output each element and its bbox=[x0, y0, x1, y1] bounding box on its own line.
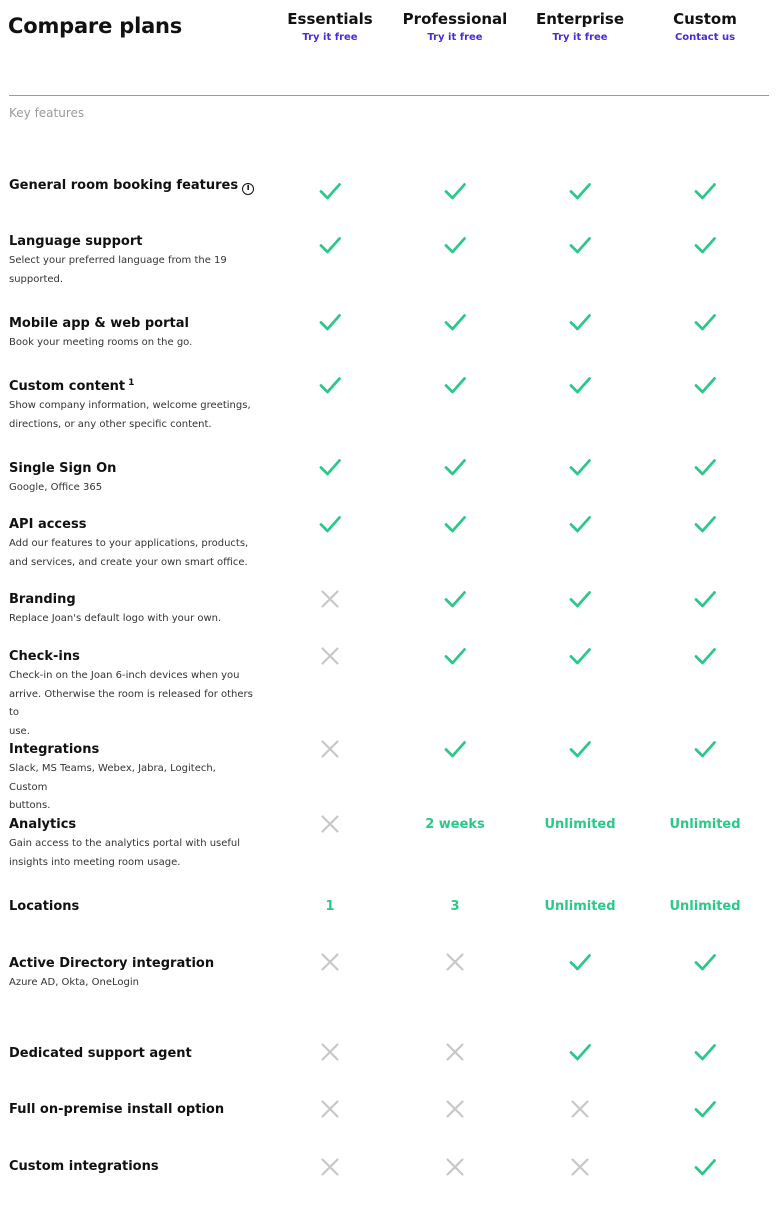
check-icon bbox=[270, 512, 390, 536]
check-icon bbox=[520, 233, 640, 257]
feature-title bbox=[9, 178, 254, 194]
feature-title bbox=[9, 379, 134, 395]
feature-description bbox=[9, 334, 254, 353]
plan-value: Unlimited bbox=[544, 899, 616, 914]
feature-title-text: Active Directory integration bbox=[9, 956, 215, 971]
check-icon bbox=[395, 455, 515, 479]
cross-icon bbox=[270, 1040, 390, 1064]
check-icon bbox=[395, 737, 515, 761]
check-icon bbox=[520, 950, 640, 974]
feature-description bbox=[9, 760, 254, 816]
feature-description-line: Show company information, welcome greetings, bbox=[9, 400, 251, 411]
check-icon bbox=[395, 512, 515, 536]
check-icon bbox=[270, 179, 390, 203]
check-icon bbox=[520, 737, 640, 761]
plan-name: Enterprise bbox=[535, 10, 625, 28]
check-icon bbox=[520, 587, 640, 611]
feature-title-text: Mobile app & web portal bbox=[9, 316, 189, 331]
feature-description-line: Check-in on the Joan 6-inch devices when you bbox=[9, 670, 240, 681]
check-icon bbox=[645, 512, 765, 536]
check-icon bbox=[645, 737, 765, 761]
cross-icon bbox=[270, 1155, 390, 1179]
feature-description-line: arrive. Otherwise the room is released for others to bbox=[9, 688, 253, 718]
feature-title-text: Full on-premise install option bbox=[9, 1102, 225, 1117]
check-icon bbox=[520, 455, 640, 479]
feature-title bbox=[9, 461, 116, 477]
header-divider bbox=[9, 95, 769, 96]
plan-value: Unlimited bbox=[669, 817, 741, 832]
check-icon bbox=[520, 512, 640, 536]
feature-title-text: Integrations bbox=[9, 742, 100, 757]
plan-cta-link[interactable]: Try it free bbox=[427, 32, 483, 43]
check-icon bbox=[395, 587, 515, 611]
check-icon bbox=[645, 1097, 765, 1121]
feature-description-line: directions, or any other specific content. bbox=[9, 418, 212, 430]
check-icon bbox=[270, 310, 390, 334]
plan-name: Custom bbox=[673, 10, 737, 28]
feature-description-line: Azure AD, Okta, OneLogin bbox=[9, 977, 139, 988]
feature-title-text: Custom content bbox=[9, 379, 126, 394]
feature-description bbox=[9, 252, 254, 289]
check-icon bbox=[395, 373, 515, 397]
info-icon[interactable]: i bbox=[242, 183, 254, 195]
feature-description-line: Select your preferred language from the 19 bbox=[9, 255, 227, 266]
feature-title-text: Dedicated support agent bbox=[9, 1046, 192, 1061]
check-icon bbox=[395, 644, 515, 668]
feature-title-text: Single Sign On bbox=[9, 461, 117, 476]
feature-title bbox=[9, 1046, 192, 1062]
feature-title-text: API access bbox=[9, 517, 87, 532]
feature-description-line: Book your meeting rooms on the go. bbox=[9, 337, 193, 348]
plan-value: Unlimited bbox=[669, 899, 741, 914]
feature-description bbox=[9, 397, 254, 434]
feature-title-text: General room booking features bbox=[9, 178, 239, 193]
feature-description-line: Replace Joan's default logo with your own. bbox=[9, 613, 222, 624]
feature-description-line: buttons. bbox=[9, 800, 51, 811]
feature-description bbox=[9, 974, 254, 993]
cross-icon bbox=[270, 1097, 390, 1121]
feature-description-line: use. bbox=[9, 725, 30, 737]
section-label: Key features bbox=[9, 106, 85, 120]
check-icon bbox=[520, 373, 640, 397]
cross-icon bbox=[520, 1155, 640, 1179]
feature-description bbox=[9, 610, 254, 629]
feature-title bbox=[9, 817, 76, 833]
cross-icon bbox=[395, 1097, 515, 1121]
check-icon bbox=[645, 179, 765, 203]
check-icon bbox=[520, 310, 640, 334]
plan-value: Unlimited bbox=[544, 817, 616, 832]
feature-title-text: Analytics bbox=[9, 817, 77, 832]
plan-cta-link[interactable]: Try it free bbox=[302, 32, 358, 43]
plan-value: 3 bbox=[450, 899, 460, 914]
feature-title bbox=[9, 1159, 159, 1175]
plan-value: 2 weeks bbox=[425, 817, 485, 832]
plan-header-enterprise bbox=[520, 10, 640, 43]
feature-title bbox=[9, 742, 99, 758]
check-icon bbox=[270, 373, 390, 397]
feature-description-line: supported. bbox=[9, 273, 64, 285]
cross-icon bbox=[270, 737, 390, 761]
cross-icon bbox=[270, 812, 390, 836]
check-icon bbox=[645, 310, 765, 334]
feature-title-text: Language support bbox=[9, 234, 143, 249]
cross-icon bbox=[520, 1097, 640, 1121]
feature-title bbox=[9, 517, 86, 533]
feature-title bbox=[9, 592, 76, 608]
feature-description-line: Slack, MS Teams, Webex, Jabra, Logitech, Custom bbox=[9, 763, 216, 793]
check-icon bbox=[520, 1040, 640, 1064]
feature-description-line: insights into meeting room usage. bbox=[9, 856, 181, 868]
feature-title bbox=[9, 1102, 224, 1118]
feature-description-line: and services, and create your own smart office. bbox=[9, 556, 248, 568]
check-icon bbox=[645, 1155, 765, 1179]
feature-title-text: Locations bbox=[9, 899, 80, 914]
cross-icon bbox=[270, 644, 390, 668]
feature-title bbox=[9, 316, 189, 332]
feature-description bbox=[9, 479, 254, 498]
check-icon bbox=[645, 644, 765, 668]
plan-name: Professional bbox=[402, 10, 508, 28]
feature-description bbox=[9, 535, 254, 572]
check-icon bbox=[395, 179, 515, 203]
feature-title bbox=[9, 234, 142, 250]
check-icon bbox=[645, 587, 765, 611]
cross-icon bbox=[395, 950, 515, 974]
plan-cta-link[interactable]: Contact us bbox=[674, 32, 736, 43]
feature-title bbox=[9, 649, 80, 665]
cross-icon bbox=[270, 587, 390, 611]
footnote-marker: 1 bbox=[128, 378, 135, 388]
plan-header-custom bbox=[645, 10, 765, 43]
plan-name: Essentials bbox=[287, 10, 373, 28]
feature-title-text: Custom integrations bbox=[9, 1159, 159, 1174]
check-icon bbox=[645, 373, 765, 397]
check-icon bbox=[270, 233, 390, 257]
feature-description-line: Gain access to the analytics portal with useful bbox=[9, 838, 241, 849]
feature-title-text: Check-ins bbox=[9, 649, 80, 664]
check-icon bbox=[645, 950, 765, 974]
cross-icon bbox=[395, 1155, 515, 1179]
check-icon bbox=[645, 1040, 765, 1064]
check-icon bbox=[270, 455, 390, 479]
feature-title bbox=[9, 899, 79, 915]
plan-value: 1 bbox=[325, 899, 335, 914]
check-icon bbox=[645, 233, 765, 257]
feature-title-text: Branding bbox=[9, 592, 76, 607]
check-icon bbox=[520, 644, 640, 668]
feature-description bbox=[9, 667, 254, 741]
check-icon bbox=[395, 310, 515, 334]
feature-title bbox=[9, 956, 214, 972]
cross-icon bbox=[395, 1040, 515, 1064]
plan-header-professional bbox=[395, 10, 515, 43]
feature-description-line: Add our features to your applications, products, bbox=[9, 538, 249, 549]
plan-cta-link[interactable]: Try it free bbox=[552, 32, 608, 43]
cross-icon bbox=[270, 950, 390, 974]
check-icon bbox=[645, 455, 765, 479]
feature-description-line: Google, Office 365 bbox=[9, 482, 103, 493]
feature-description bbox=[9, 835, 254, 872]
check-icon bbox=[395, 233, 515, 257]
check-icon bbox=[520, 179, 640, 203]
page-title: Compare plans bbox=[8, 14, 183, 38]
plan-header-essentials bbox=[270, 10, 390, 43]
